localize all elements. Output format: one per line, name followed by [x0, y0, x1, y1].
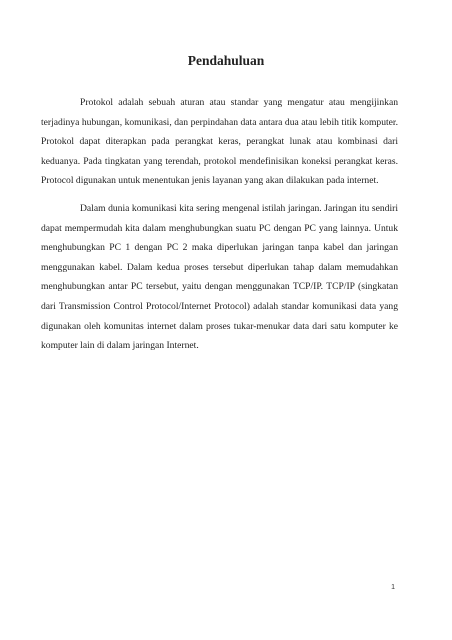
document-body — [41, 93, 398, 356]
page-number: 1 — [391, 584, 395, 591]
paragraph-network-tcpip: Dalam dunia komunikasi kita sering mengenal istilah jaringan. Jaringan itu sendiri dapat mempermudah kita dalam menghubungkan suatu PC dengan PC yang lainnya. Untuk menghubungkan PC 1 dengan PC 2 maka diperlukan jaringan tanpa kabel dan jaringan menggunakan kabel. Dalam kedua proses tersebut diperlukan tahap dalam memudahkan menghubungkan antar PC tersebut, yaitu dengan menggunakan TCP/IP. TCP/IP (singkatan dari Transmission Control Protocol/Internet Protocol) adalah standar komunikasi data yang digunakan oleh komunitas internet dalam proses tukar-menukar data dari satu komputer ke komputer lain di dalam jaringan Internet. — [41, 202, 398, 352]
page-title: Pendahuluan — [187, 53, 265, 68]
paragraph-protocol-definition: Protokol adalah sebuah aturan atau standar yang mengatur atau mengijinkan terjadinya hubungan, komunikasi, dan perpindahan data antara dua atau lebih titik komputer. Protokol dapat diterapkan pada perangkat keras, perangkat lunak atau kombinasi dari keduanya. Pada tingkatan yang terendah, protokol mendefinisikan koneksi perangkat keras. Protocol digunakan untuk menentukan jenis layanan yang akan dilakukan pada internet. — [41, 97, 398, 187]
